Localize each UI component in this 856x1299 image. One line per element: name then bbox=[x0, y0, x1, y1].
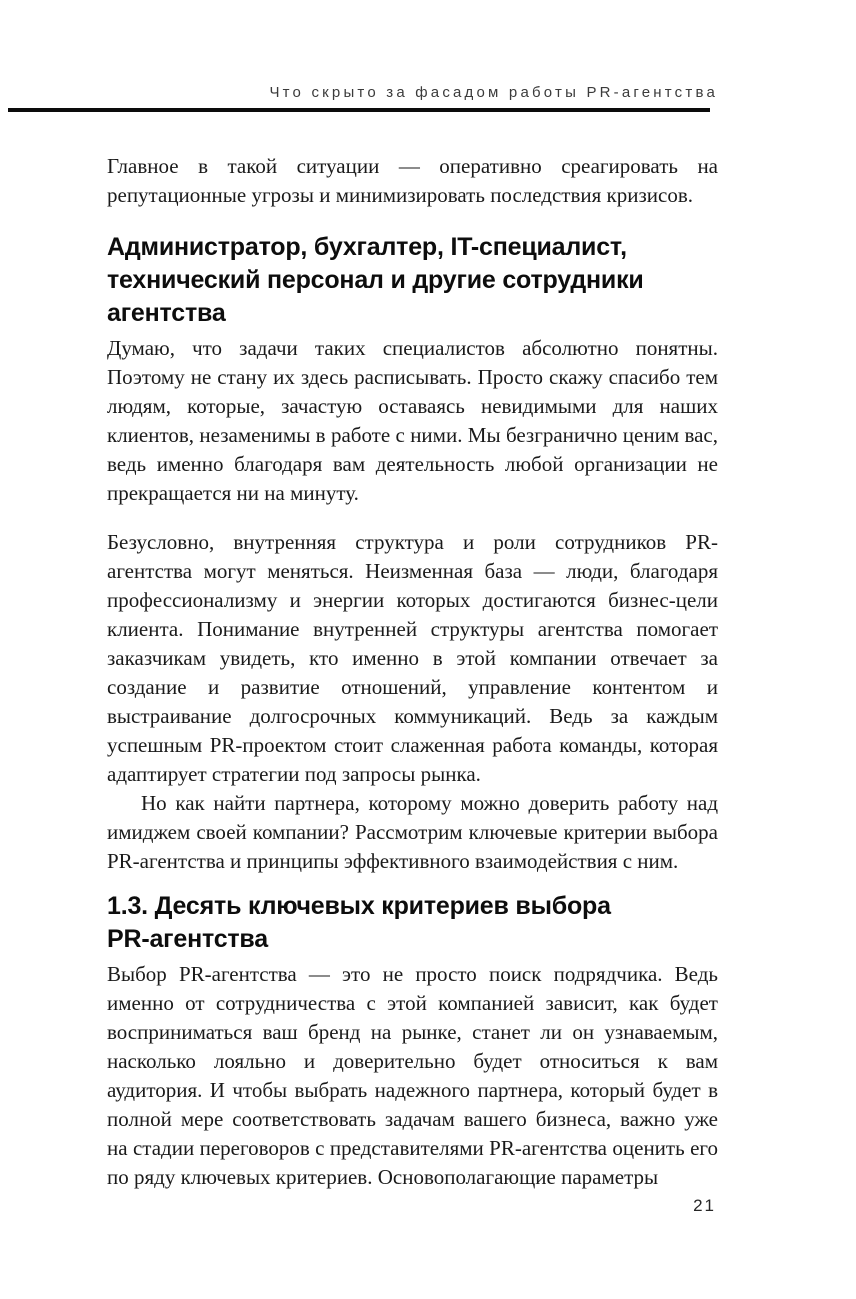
paragraph-choice: Выбор PR-агентства — это не просто поиск подрядчика. Ведь именно от сотрудничества с этой компанией зависит, как будет восприниматься ваш бренд на рынке, станет ли он узнаваемым, насколько лояльно и доверительно будет относиться к вам аудитория. И чтобы выбрать надежного партнера, который будет в полной мере соответствовать задачам вашего бизнеса, важно уже на стадии переговоров с представителями PR-агентства оценить его по ряду ключевых критериев. Основополагающие параметры bbox=[107, 962, 718, 1189]
heading-criteria bbox=[107, 890, 718, 956]
page-number: 21 bbox=[693, 1196, 716, 1215]
header-rule bbox=[8, 108, 710, 112]
heading-staff bbox=[107, 231, 718, 330]
paragraph-partner-question: Но как найти партнера, которому можно доверить работу над имиджем своей компании? Рассмотрим ключевые критерии выбора PR-агентства и принципы эффективного взаимодействия с ним. bbox=[107, 791, 718, 873]
paragraph-staff: Думаю, что задачи таких специалистов абсолютно понятны. Поэтому не стану их здесь расписывать. Просто скажу спасибо тем людям, которые, зачастую оставаясь невидимыми для наших клиентов, незаменимы в работе с ними. Мы безгранично ценим вас, ведь именно благодаря вам деятельность любой организации не прекращается ни на минуту. bbox=[107, 336, 718, 505]
paragraph-intro: Главное в такой ситуации — оперативно среагировать на репутационные угрозы и минимизировать последствия кризисов. bbox=[107, 154, 718, 207]
running-header-title: Что скрыто за фасадом работы PR-агентства bbox=[269, 84, 718, 101]
heading-staff-line-1: Администратор, бухгалтер, IT-специалист, bbox=[107, 233, 627, 261]
heading-staff-line-2: технический персонал и другие сотрудники bbox=[107, 266, 644, 294]
heading-staff-line-3: агентства bbox=[107, 299, 226, 327]
text-column bbox=[107, 152, 718, 1192]
heading-criteria-line-2: PR-агентства bbox=[107, 925, 268, 953]
heading-criteria-line-1: 1.3. Десять ключевых критериев выбора bbox=[107, 892, 611, 920]
paragraph-structure: Безусловно, внутренняя структура и роли сотрудников PR-агентства могут меняться. Неизменная база — люди, благодаря профессионализму и энергии которых достигаются бизнес-цели клиента. Понимание внутренней структуры агентства помогает заказчикам увидеть, кто именно в этой компании отвечает за создание и развитие отношений, управление контентом и выстраивание долгосрочных коммуникаций. Ведь за каждым успешным PR-проектом стоит слаженная работа команды, которая адаптирует стратегии под запросы рынка. bbox=[107, 530, 718, 786]
